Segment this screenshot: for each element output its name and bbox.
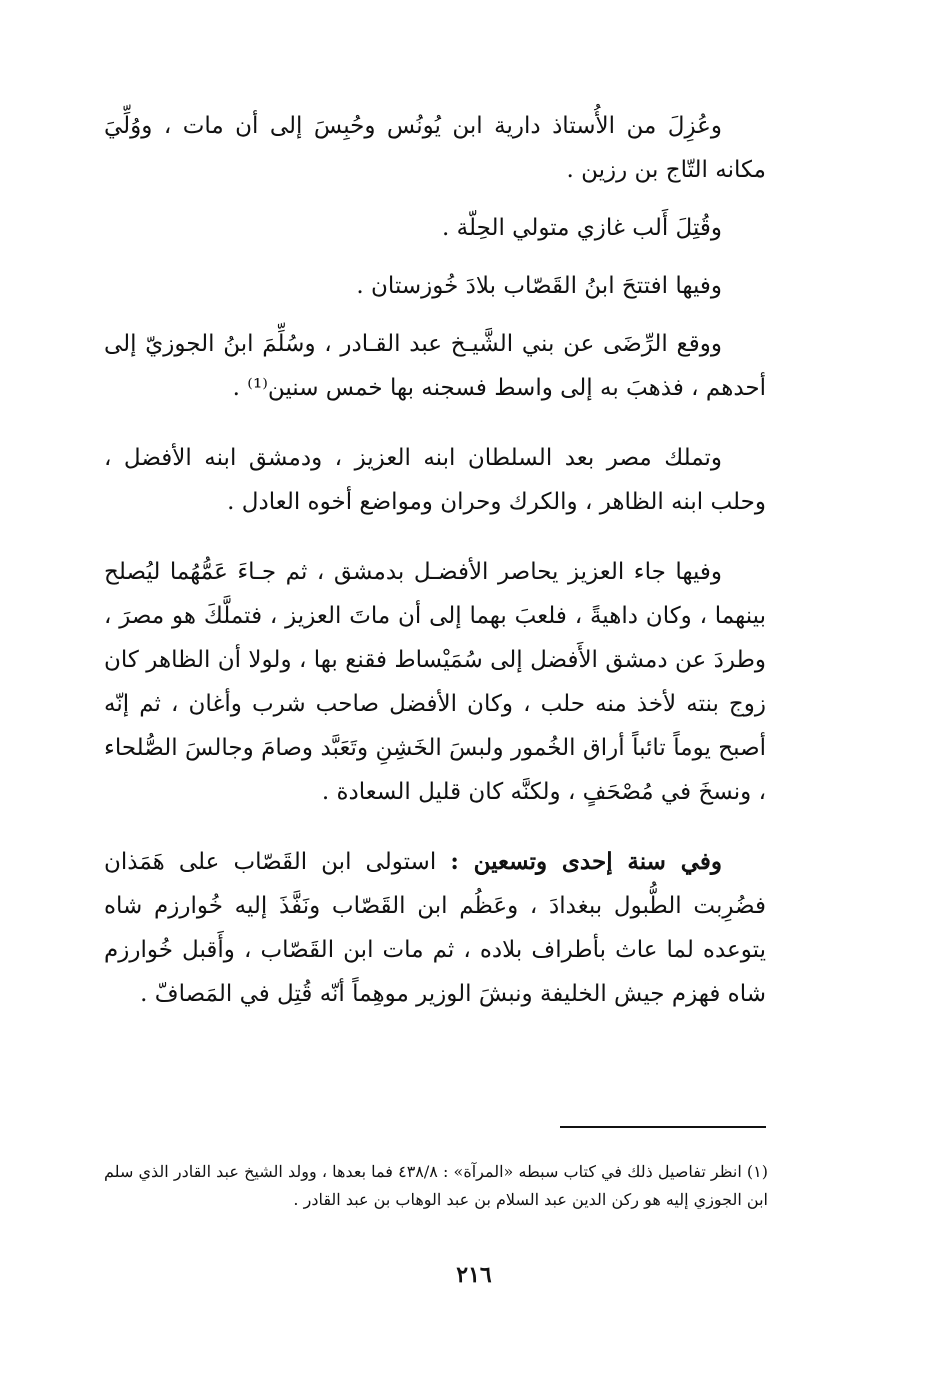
paragraph bbox=[104, 436, 766, 524]
paragraph bbox=[104, 104, 766, 192]
page-number: ٢١٦ bbox=[456, 1262, 492, 1288]
paragraph bbox=[104, 840, 766, 1016]
paragraph bbox=[104, 550, 766, 814]
paragraph-text: استولى ابن القَصّاب على هَمَذان فضُرِبت الطُّبول ببغدادَ ، وعَظُم ابن القَصّاب ونَفَّذَ إليه خُوارزم شاه يتوعده لما عاث بأطراف بلاده ، ثم مات ابن القَصّاب ، وأَقبل خُوارزم شاه فهزم جيش الخليفة ونبشَ الوزير موهِماً أنّه قُتِل في المَصافّ . bbox=[104, 849, 766, 1007]
paragraph-text: ووقع الرِّضَى عن بني الشَّيـخ عبد القـادر ، وسُلِّمَ ابنُ الجوزيّ إلى أحدهم ، فذهبَ به إلى واسط فسجنه بها خمس سنين⁽¹⁾ . bbox=[104, 331, 766, 401]
paragraph bbox=[104, 206, 766, 250]
paragraph-text: وفيها افتتحَ ابنُ القَصّاب بلادَ خُوزستان . bbox=[356, 273, 722, 299]
paragraph-text: وفيها جاء العزيز يحاصر الأفضـل بدمشق ، ثم جـاءَ عَمُّهُما ليُصلح بينهما ، وكان داهيةً ، فلعبَ بهما إلى أن ماتَ العزيز ، فتملَّكَ هو مصرَ ، وطردَ عن دمشق الأَفضل إلى سُمَيْساط فقنع بها ، ولولا أن الظاهر كان زوج بنته لأخذ منه حلب ، وكان الأفضل صاحب شرب وأغان ، ثم إنّه أصبح يوماً تائباً أراق الخُمور ولبسَ الخَشِنِ وتَعَبَّد وصامَ وجالسَ الصُّلحاء ، ونسخَ في مُصْحَفٍ ، ولكنَّه كان قليل السعادة . bbox=[104, 559, 766, 805]
year-heading: وفي سنة إحدى وتسعين : bbox=[450, 848, 722, 875]
paragraph-text: وعُزِلَ من الأُستاذ دارية ابن يُونُس وحُبِسَ إلى أن مات ، ووُلِّيَ مكانه التّاج بن رزين . bbox=[104, 113, 766, 183]
paragraph-text: وقُتِلَ أَلب غازي متولي الحِلّة . bbox=[442, 215, 722, 241]
paragraph bbox=[104, 264, 766, 308]
footnote-separator bbox=[560, 1126, 766, 1128]
main-text bbox=[104, 104, 766, 1016]
footnote: (١) انظر تفاصيل ذلك في كتاب سبطه «المرآة» : ٤٣٨/٨ فما بعدها ، وولد الشيخ عبد القادر الذي سلم ابن الجوزي إليه هو ركن الدين عبد السلام بن عبد الوهاب بن عبد القادر . bbox=[104, 1162, 769, 1209]
paragraph-text: وتملك مصر بعد السلطان ابنه العزيز ، ودمشق ابنه الأفضل ، وحلب ابنه الظاهر ، والكرك وحران ومواضع أخوه العادل . bbox=[104, 445, 766, 515]
paragraph bbox=[104, 322, 766, 410]
